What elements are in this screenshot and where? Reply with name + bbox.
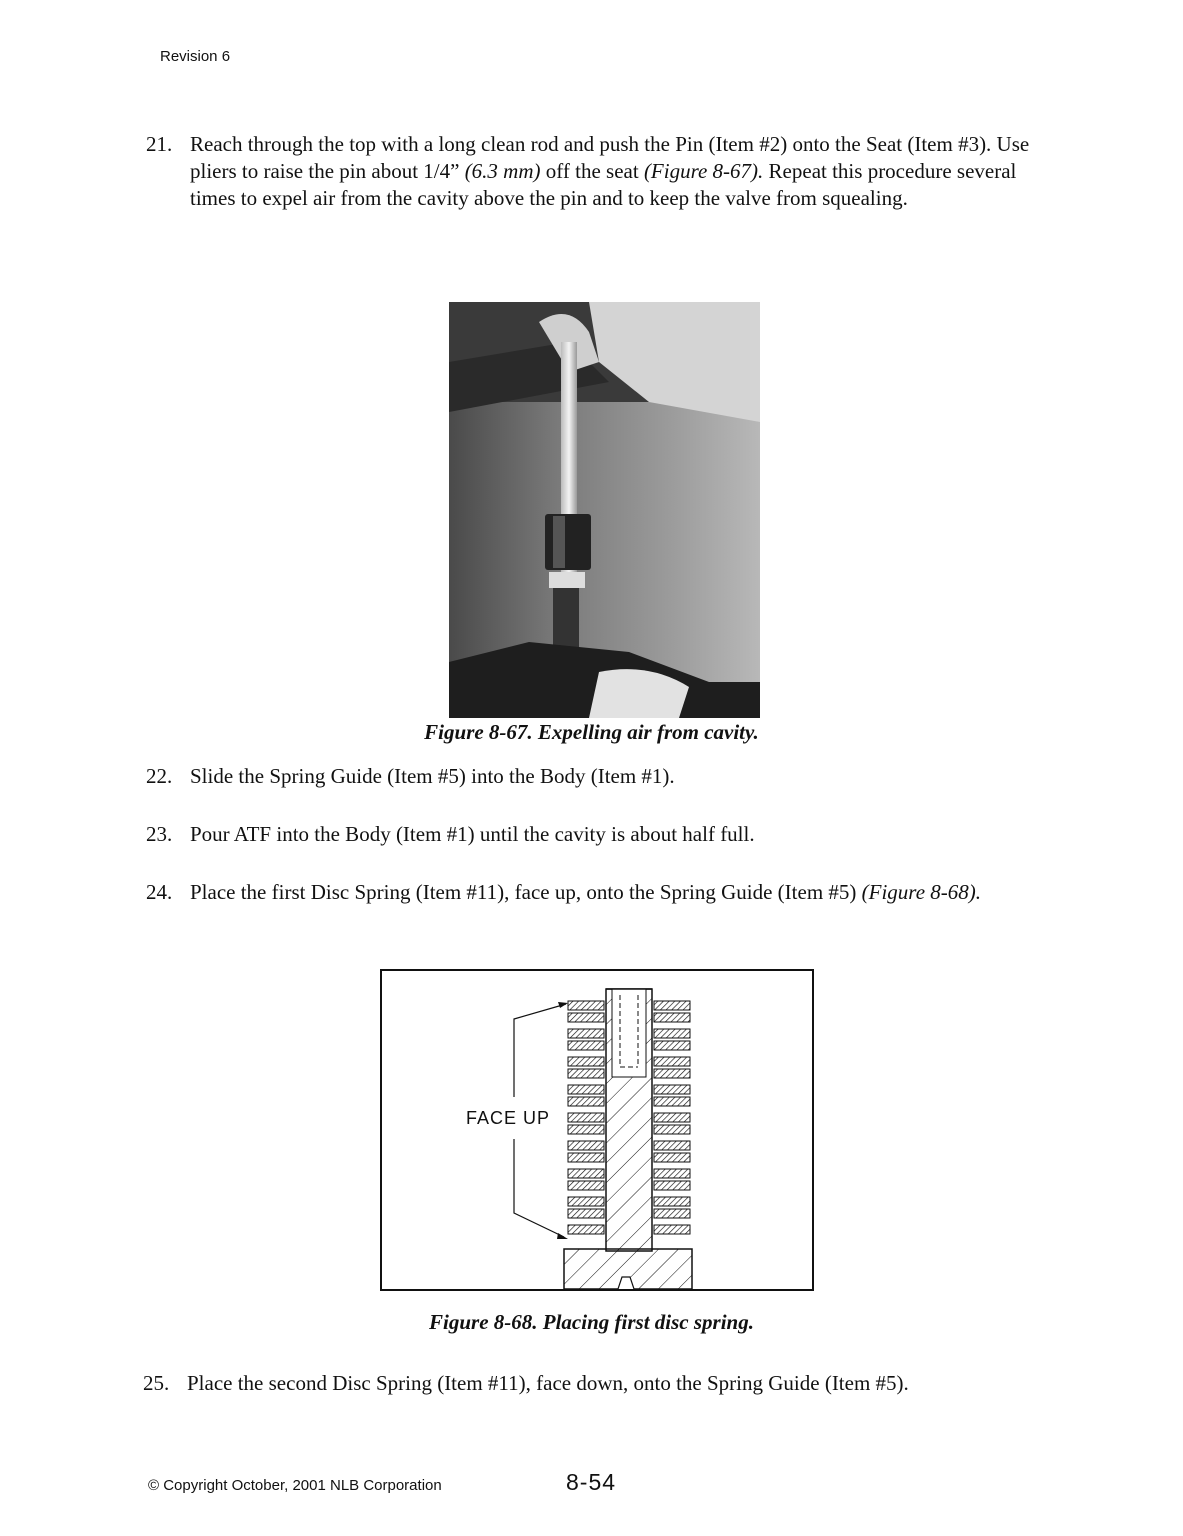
face-up-label: FACE UP [466, 1108, 551, 1128]
revision-label: Revision 6 [160, 48, 231, 65]
step-number: 23. [146, 822, 173, 846]
figure-8-68-caption: Figure 8-68. Placing first disc spring. [429, 1310, 754, 1334]
step-25 [143, 1370, 1043, 1397]
photo-expelling-air [449, 302, 760, 718]
step-text: Place the second Disc Spring (Item #11), face down, onto the Spring Guide (Item #5). [187, 1371, 909, 1395]
step-text: Reach through the top with a long clean rod and push the Pin (Item #2) onto the Seat (Item #3). Use pliers to raise the pin about 1/4” (6.3 mm) off the seat (Figure 8-67). Repeat this procedure several times to expel air from the cavity above the pin and to keep the valve from squealing. [190, 132, 1030, 210]
step-text: Pour ATF into the Body (Item #1) until the cavity is about half full. [190, 822, 755, 846]
step-number: 25. [143, 1371, 170, 1395]
step-number: 21. [146, 132, 173, 156]
footer-copyright: © Copyright October, 2001 NLB Corporation [148, 1477, 442, 1494]
step-23 [146, 821, 1046, 848]
step-number: 22. [146, 764, 173, 788]
disc-spring-diagram [380, 969, 814, 1291]
step-24 [146, 879, 1046, 906]
step-22 [146, 763, 1046, 790]
step-21 [146, 131, 1046, 212]
step-number: 24. [146, 880, 173, 904]
page-number: 8-54 [566, 1469, 617, 1495]
step-text: Place the first Disc Spring (Item #11), face up, onto the Spring Guide (Item #5) (Figure 8-68). [190, 880, 982, 904]
step-text: Slide the Spring Guide (Item #5) into the Body (Item #1). [190, 764, 675, 788]
figure-8-67-caption: Figure 8-67. Expelling air from cavity. [424, 720, 759, 744]
